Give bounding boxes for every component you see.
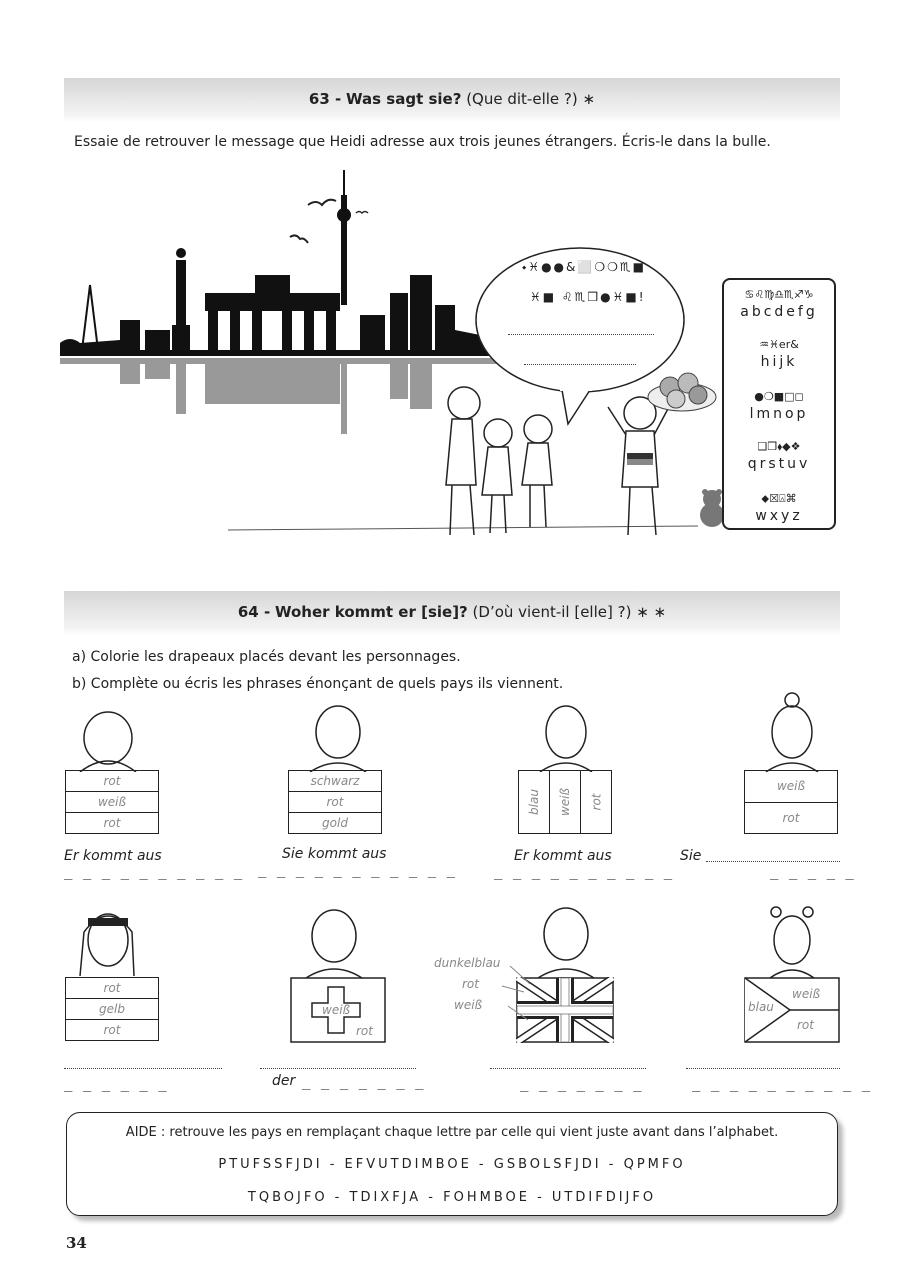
bubble-answer-line-1[interactable]: [508, 334, 654, 335]
characters-illustration: [430, 355, 730, 545]
exercise-title-de: Woher kommt er [sie]?: [274, 603, 468, 621]
bubble-coded-line-1: ⬩♓●●&⬜❍❍♏■: [522, 260, 646, 274]
legend-symbols: ❑❒⬧◆❖: [757, 440, 801, 453]
sentence-start: Sie kommt aus: [282, 846, 387, 862]
flag-austria[interactable]: [65, 770, 159, 834]
stripe-label: weiß: [558, 787, 572, 817]
answer-line[interactable]: [706, 861, 840, 862]
exercise-63-title: [64, 90, 840, 108]
instruction-b: b) Complète ou écris les phrases énonçant de quels pays ils viennent.: [72, 676, 564, 692]
flag-stripe[interactable]: rot: [103, 1023, 121, 1037]
exercise-number: 63 -: [308, 90, 342, 108]
flag-stripe[interactable]: gelb: [66, 999, 158, 1020]
exercise-title-fr: (D’où vient-il [elle] ?): [472, 603, 632, 621]
flag-label: weiß: [454, 998, 483, 1012]
flag-stripe[interactable]: gold: [322, 816, 348, 830]
legend-letters: hijk: [760, 354, 798, 370]
sentence-start: Er kommt aus: [64, 848, 162, 864]
legend-letters: abcdefg: [740, 304, 818, 320]
flag-stripe[interactable]: rot: [289, 792, 381, 813]
exercise-number: 64 -: [237, 603, 271, 621]
instruction-a: a) Colorie les drapeaux placés devant les personnages.: [72, 649, 461, 665]
legend-symbols: ⬥☒⍓⌘: [761, 492, 797, 505]
exercise-63-instruction: Essaie de retrouver le message que Heidi adresse aux trois jeunes étrangers. Écris-le dans la bulle.: [74, 134, 771, 150]
flag-label: weiß: [792, 987, 821, 1001]
answer-dashes[interactable]: _ _ _ _ _ _ _: [520, 1076, 643, 1092]
help-title: AIDE : retrouve les pays en remplaçant chaque lettre par celle qui vient juste avant dans l’alphabet.: [125, 1125, 779, 1140]
label-pointer-lines: [500, 960, 560, 1030]
help-coded-line-2: TQBOJFO - TDIXFJA - FOHMBOE - UTDIFDIJFO: [247, 1190, 657, 1205]
flag-label: blau: [748, 1000, 774, 1014]
legend-symbols: ●❍■□◻: [754, 390, 804, 403]
flag-label: weiß: [322, 1003, 351, 1017]
answer-dashes[interactable]: _ _ _ _ _ _ _ _ _ _: [692, 1076, 872, 1092]
flag-stripe[interactable]: rot: [66, 978, 158, 999]
exercise-title-fr: (Que dit-elle ?): [466, 90, 578, 108]
flag-stripe[interactable]: rot: [66, 771, 158, 792]
exercise-64-title: [64, 603, 840, 621]
flag-spain[interactable]: [65, 977, 159, 1041]
cipher-legend: [722, 278, 836, 530]
answer-line[interactable]: [64, 1068, 222, 1069]
flag-label: rot: [797, 1018, 814, 1032]
answer-dashes[interactable]: _ _ _ _ _ _ _ _ _ _: [494, 864, 674, 880]
answer-dashes[interactable]: _ _ _ _ _ _ _ _ _ _ _: [258, 862, 457, 878]
flag-stripe[interactable]: schwarz: [289, 771, 381, 792]
flag-stripe[interactable]: weiß: [745, 771, 837, 803]
flag-stripe[interactable]: [550, 771, 581, 833]
answer-dashes[interactable]: _ _ _ _ _ _ _ _ _ _: [64, 864, 244, 880]
article-label: der: [272, 1073, 296, 1089]
flag-poland[interactable]: [744, 770, 838, 834]
exercise-63-header: [64, 78, 840, 122]
stripe-label: blau: [526, 789, 541, 815]
answer-line[interactable]: [260, 1068, 416, 1069]
difficulty-stars: ∗ ∗: [636, 603, 667, 621]
flag-stripe[interactable]: rot: [782, 810, 800, 825]
sentence-start: Er kommt aus: [514, 848, 612, 864]
flag-label: dunkelblau: [434, 956, 501, 970]
flag-label: rot: [356, 1024, 373, 1038]
flag-france[interactable]: [518, 770, 612, 834]
answer-dashes[interactable]: _ _ _ _ _: [770, 864, 855, 880]
flag-stripe[interactable]: weiß: [66, 792, 158, 813]
help-coded-line-1: PTUFSSFJDI - EFVUTDIMBOE - GSBOLSFJDI - QPMFO: [218, 1157, 686, 1172]
answer-line[interactable]: [490, 1068, 646, 1069]
difficulty-stars: ∗: [582, 90, 596, 108]
flag-stripe[interactable]: [519, 771, 550, 833]
answer-dashes[interactable]: _ _ _ _ _ _: [64, 1076, 168, 1092]
flag-stripe[interactable]: [581, 771, 611, 833]
flag-stripe[interactable]: rot: [103, 816, 121, 830]
answer-dashes[interactable]: _ _ _ _ _ _ _: [302, 1074, 425, 1090]
legend-letters: wxyz: [755, 508, 803, 524]
legend-symbols: ♋♌♍♎♏♐♑: [744, 288, 814, 301]
exercise-title-de: Was sagt sie?: [346, 90, 462, 108]
exercise-64-header: [64, 591, 840, 635]
answer-line[interactable]: [686, 1068, 840, 1069]
page-number: 34: [66, 1234, 87, 1252]
character-heads-row-1: [0, 690, 904, 772]
help-box: [66, 1112, 838, 1216]
legend-symbols: ♒♓er&: [759, 338, 799, 351]
legend-letters: qrstuv: [747, 456, 811, 472]
legend-letters: lmnop: [749, 406, 809, 422]
bubble-coded-line-2: ♓■ ♌♏❒●♓■!: [530, 290, 646, 304]
flag-label: rot: [462, 977, 479, 991]
flag-germany[interactable]: [288, 770, 382, 834]
stripe-label: rot: [588, 793, 603, 811]
sentence-start: Sie: [680, 848, 702, 864]
